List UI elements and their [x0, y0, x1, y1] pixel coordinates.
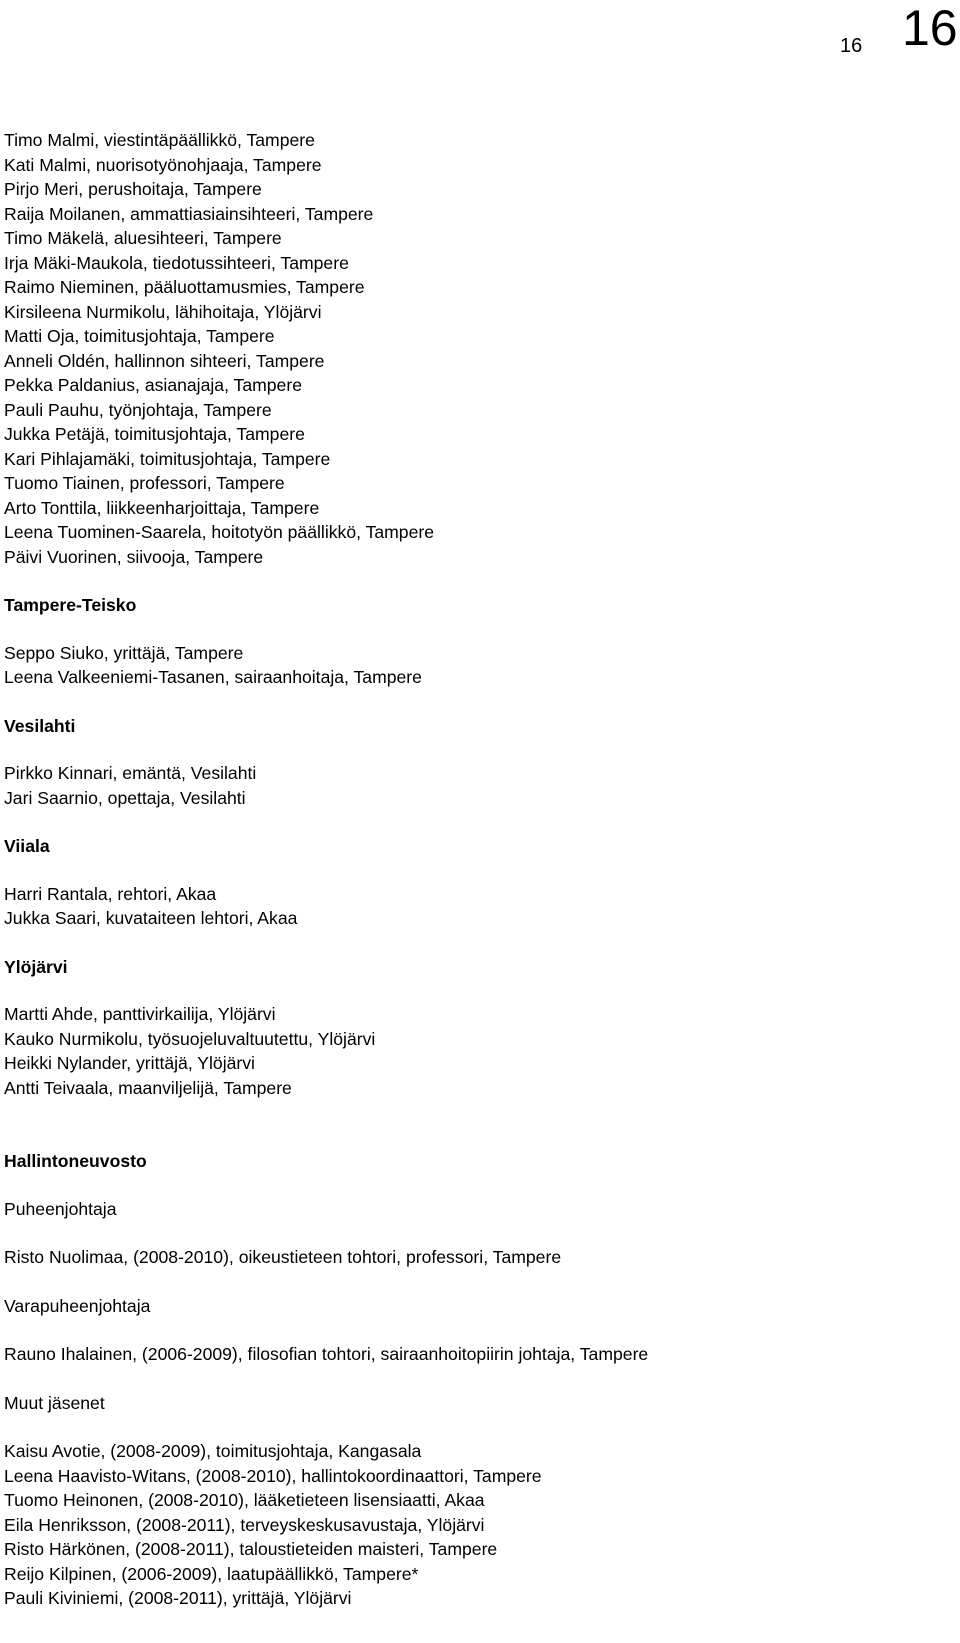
list-item: Seppo Siuko, yrittäjä, Tampere [4, 642, 244, 663]
list-item: Risto Härkönen, (2008-2011), taloustieteiden maisteri, Tampere [4, 1539, 498, 1559]
section-heading: Viiala [4, 836, 50, 856]
document-body [4, 128, 954, 1611]
list-item: Jukka Petäjä, toimitusjohtaja, Tampere [4, 424, 305, 444]
board-heading: Hallintoneuvosto [4, 1151, 147, 1171]
board-section [4, 1149, 954, 1611]
section-vesilahti [4, 714, 954, 811]
list-item: Leena Tuominen-Saarela, hoitotyön päällikkö, Tampere [4, 522, 435, 542]
list-item: Kaisu Avotie, (2008-2009), toimitusjohtaja, Kangasala [4, 1441, 422, 1461]
list-item: Kari Pihlajamäki, toimitusjohtaja, Tampere [4, 448, 331, 469]
page-number-large: 16 [902, 0, 958, 56]
list-item: Tuomo Heinonen, (2008-2010), lääketieteen lisensiaatti, Akaa [4, 1490, 485, 1510]
section-tampere-teisko [4, 593, 954, 690]
chair-label: Puheenjohtaja [4, 1198, 117, 1219]
list-item: Leena Haavisto-Witans, (2008-2010), hallintokoordinaattori, Tampere [4, 1465, 542, 1486]
list-item: Pirjo Meri, perushoitaja, Tampere [4, 179, 262, 199]
list-item: Matti Oja, toimitusjohtaja, Tampere [4, 326, 275, 346]
list-item: Jukka Saari, kuvataiteen lehtori, Akaa [4, 908, 298, 928]
list-item: Pirkko Kinnari, emäntä, Vesilahti [4, 763, 257, 783]
list-item: Jari Saarnio, opettaja, Vesilahti [4, 787, 246, 808]
section-heading: Vesilahti [4, 715, 76, 736]
vice-chair-label: Varapuheenjohtaja [4, 1295, 151, 1316]
other-members-label: Muut jäsenet [4, 1392, 105, 1413]
chair-entry: Risto Nuolimaa, (2008-2010), oikeustieteen tohtori, professori, Tampere [4, 1247, 562, 1267]
section-heading: Tampere-Teisko [4, 595, 137, 615]
vice-chair-entry: Rauno Ihalainen, (2006-2009), filosofian tohtori, sairaanhoitopiirin johtaja, Tampere [4, 1344, 649, 1364]
list-item: Timo Mäkelä, aluesihteeri, Tampere [4, 228, 282, 248]
list-item: Anneli Oldén, hallinnon sihteeri, Tampere [4, 350, 325, 371]
list-item: Kauko Nurmikolu, työsuojeluvaltuutettu, Ylöjärvi [4, 1028, 376, 1049]
list-item: Pauli Pauhu, työnjohtaja, Tampere [4, 399, 272, 420]
list-item: Kirsileena Nurmikolu, lähihoitaja, Ylöjärvi [4, 301, 322, 322]
list-item: Raija Moilanen, ammattiasiainsihteeri, Tampere [4, 203, 374, 224]
list-item: Irja Mäki-Maukola, tiedotussihteeri, Tampere [4, 252, 349, 273]
list-item: Arto Tonttila, liikkeenharjoittaja, Tampere [4, 497, 320, 518]
list-item: Leena Valkeeniemi-Tasanen, sairaanhoitaja, Tampere [4, 667, 422, 687]
section-viiala [4, 834, 954, 931]
page-number-small: 16 [840, 35, 863, 57]
section-heading: Ylöjärvi [4, 956, 68, 977]
member-list-tampere [4, 128, 954, 569]
list-item: Pauli Kiviniemi, (2008-2011), yrittäjä, Ylöjärvi [4, 1588, 352, 1608]
list-item: Päivi Vuorinen, siivooja, Tampere [4, 546, 264, 567]
section-ylojarvi [4, 955, 954, 1101]
list-item: Reijo Kilpinen, (2006-2009), laatupäällikkö, Tampere* [4, 1563, 419, 1584]
list-item: Tuomo Tiainen, professori, Tampere [4, 473, 285, 493]
list-item: Martti Ahde, panttivirkailija, Ylöjärvi [4, 1004, 276, 1024]
list-item: Kati Malmi, nuorisotyönohjaaja, Tampere [4, 154, 322, 175]
list-item: Eila Henriksson, (2008-2011), terveyskeskusavustaja, Ylöjärvi [4, 1514, 485, 1535]
list-item: Timo Malmi, viestintäpäällikkö, Tampere [4, 130, 315, 150]
list-item: Pekka Paldanius, asianajaja, Tampere [4, 375, 302, 395]
list-item: Harri Rantala, rehtori, Akaa [4, 883, 217, 904]
list-item: Antti Teivaala, maanviljelijä, Tampere [4, 1077, 292, 1098]
list-item: Raimo Nieminen, pääluottamusmies, Tampere [4, 277, 365, 297]
list-item: Heikki Nylander, yrittäjä, Ylöjärvi [4, 1053, 255, 1073]
